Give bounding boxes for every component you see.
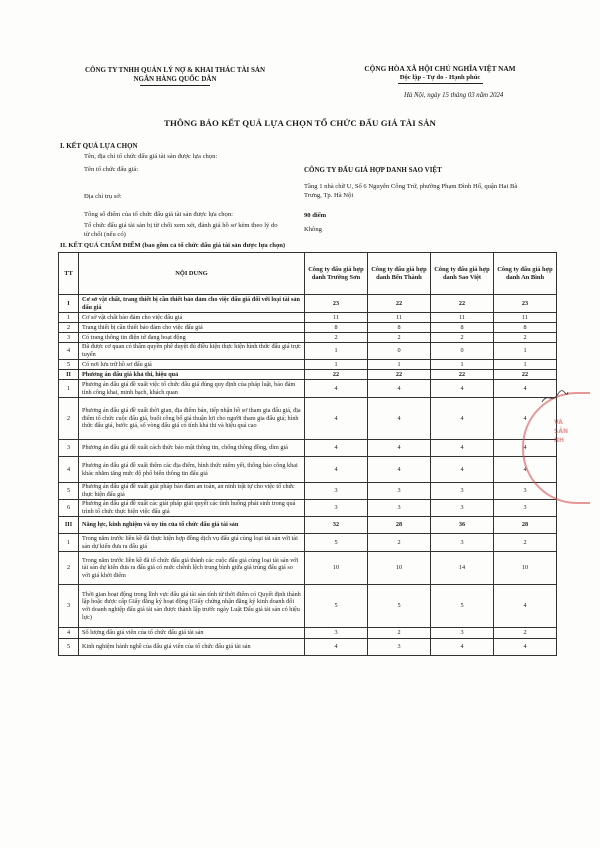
col-header-content: NỘI DUNG — [79, 253, 305, 295]
col-header-an-binh: Công ty đấu giá hợp danh An Bình — [494, 253, 557, 295]
table-row — [59, 639, 557, 656]
score-ben-thanh: 2 — [368, 333, 431, 343]
org-name-value: CÔNG TY ĐẤU GIÁ HỢP DANH SAO VIỆT — [304, 166, 442, 174]
score-truong-son: 5 — [305, 534, 368, 552]
score-table — [58, 252, 557, 656]
national-header — [340, 64, 540, 84]
table-row — [59, 295, 557, 313]
score-ben-thanh: 3 — [368, 639, 431, 656]
row-number: I — [59, 295, 79, 313]
score-sao-viet: 22 — [431, 370, 494, 380]
score-truong-son: 4 — [305, 398, 368, 440]
address-label: Địa chỉ trụ sở: — [84, 193, 122, 200]
score-ben-thanh: 28 — [368, 517, 431, 534]
table-row — [59, 343, 557, 360]
score-sao-viet: 1 — [431, 360, 494, 370]
score-ben-thanh: 2 — [368, 628, 431, 639]
rejected-value: Không — [304, 226, 322, 233]
score-an-binh: 4 — [494, 398, 557, 440]
row-number: 6 — [59, 500, 79, 517]
table-row — [59, 628, 557, 639]
col-header-sao-viet: Công ty đấu giá hợp danh Sao Việt — [431, 253, 494, 295]
score-an-binh: 4 — [494, 639, 557, 656]
header-underline — [140, 85, 210, 86]
score-an-binh: 2 — [494, 333, 557, 343]
score-truong-son: 1 — [305, 343, 368, 360]
score-an-binh: 2 — [494, 534, 557, 552]
score-truong-son: 4 — [305, 639, 368, 656]
national-title: CỘNG HÒA XÃ HỘI CHỦ NGHĨA VIỆT NAM — [364, 64, 516, 73]
table-row — [59, 323, 557, 333]
row-content: Trong năm trước liền kề đã thực hiện hợp đồng dịch vụ đấu giá cùng loại tài sản với tài sản dự kiến đưa ra đấu giá — [79, 534, 305, 552]
table-row — [59, 380, 557, 398]
table-row — [59, 483, 557, 500]
score-ben-thanh: 3 — [368, 483, 431, 500]
score-an-binh: 23 — [494, 295, 557, 313]
row-number: 1 — [59, 380, 79, 398]
score-truong-son: 11 — [305, 313, 368, 323]
seal-fragment-text: VÀ SẢN NH — [554, 419, 568, 444]
row-number: 5 — [59, 639, 79, 656]
issuer-name-line2: NGÂN HÀNG QUỐC DÂN — [133, 75, 217, 83]
row-number: 3 — [59, 333, 79, 343]
row-number: 3 — [59, 440, 79, 457]
table-row — [59, 333, 557, 343]
score-sao-viet: 4 — [431, 639, 494, 656]
score-truong-son: 4 — [305, 380, 368, 398]
score-truong-son: 3 — [305, 483, 368, 500]
row-content: Trang thiết bị cần thiết bảo đảm cho việc đấu giá — [79, 323, 305, 333]
table-row — [59, 360, 557, 370]
row-content: Phương án đấu giá đề xuất thêm các địa điểm, hình thức niêm yết, thông báo công khai khác nhằm tăng mức độ phổ biến thông tin đấu giá — [79, 457, 305, 483]
row-content: Phương án đấu giá đề xuất các giải pháp giải quyết các tình huống phát sinh trong quá trình tổ chức thực hiện việc đấu giá — [79, 500, 305, 517]
score-sao-viet: 3 — [431, 534, 494, 552]
score-truong-son: 32 — [305, 517, 368, 534]
row-content: Có nơi lưu trữ hồ sơ đấu giá — [79, 360, 305, 370]
row-content: Kinh nghiệm hành nghề của đấu giá viên của tổ chức đấu giá tài sản — [79, 639, 305, 656]
row-number: 4 — [59, 628, 79, 639]
row-number: 3 — [59, 585, 79, 628]
score-sao-viet: 3 — [431, 628, 494, 639]
score-an-binh: 8 — [494, 323, 557, 333]
score-an-binh: 4 — [494, 457, 557, 483]
score-an-binh: 4 — [494, 380, 557, 398]
score-truong-son: 3 — [305, 500, 368, 517]
score-sao-viet: 3 — [431, 500, 494, 517]
score-ben-thanh: 4 — [368, 440, 431, 457]
col-header-truong-son: Công ty đấu giá hợp danh Trường Sơn — [305, 253, 368, 295]
row-number: III — [59, 517, 79, 534]
row-number: 1 — [59, 313, 79, 323]
issuer-name-line1: CÔNG TY TNHH QUẢN LÝ NỢ & KHAI THÁC TÀI SẢN — [84, 66, 266, 74]
score-sao-viet: 4 — [431, 380, 494, 398]
row-content: Đã được cơ quan có thẩm quyền phê duyệt đủ điều kiện thực hiện hình thức đấu giá trực tuyến — [79, 343, 305, 360]
row-number: II — [59, 370, 79, 380]
score-truong-son: 5 — [305, 585, 368, 628]
row-number: 5 — [59, 483, 79, 500]
table-row — [59, 457, 557, 483]
score-ben-thanh: 0 — [368, 343, 431, 360]
table-row — [59, 585, 557, 628]
score-truong-son: 10 — [305, 552, 368, 585]
score-label: Tổng số điểm của tổ chức đấu giá tài sản được lựa chọn: — [84, 211, 233, 218]
row-content: Phương án đấu giá đề xuất việc tổ chức đấu giá đúng quy định của pháp luật, bảo đảm tính công khai, minh bạch, khách quan — [79, 380, 305, 398]
score-an-binh: 4 — [494, 585, 557, 628]
score-an-binh: 1 — [494, 360, 557, 370]
score-sao-viet: 5 — [431, 585, 494, 628]
score-value: 90 điểm — [304, 212, 327, 219]
score-sao-viet: 3 — [431, 483, 494, 500]
table-row — [59, 500, 557, 517]
table-row — [59, 534, 557, 552]
table-row — [59, 440, 557, 457]
national-motto: Độc lập - Tự do - Hạnh phúc — [399, 74, 481, 81]
score-ben-thanh: 2 — [368, 534, 431, 552]
row-content: Trong năm trước liền kề đã tổ chức đấu giá thành các cuộc đấu giá cùng loại tài sản với tài sản dự kiến đưa ra đấu giá có mức chênh lệch trung bình giữa giá trúng đấu giá so với giá khởi điểm — [79, 552, 305, 585]
score-ben-thanh: 5 — [368, 585, 431, 628]
row-number: 4 — [59, 343, 79, 360]
score-an-binh: 1 — [494, 343, 557, 360]
score-ben-thanh: 11 — [368, 313, 431, 323]
col-header-ben-thanh: Công ty đấu giá hợp danh Bến Thành — [368, 253, 431, 295]
score-ben-thanh: 22 — [368, 370, 431, 380]
row-number: 5 — [59, 360, 79, 370]
document-date: Hà Nội, ngày 15 tháng 03 năm 2024 — [404, 92, 504, 99]
score-sao-viet: 8 — [431, 323, 494, 333]
score-ben-thanh: 4 — [368, 380, 431, 398]
score-sao-viet: 2 — [431, 333, 494, 343]
row-content: Cơ sở vật chất, trang thiết bị cần thiết bảo đảm cho việc đấu giá đối với loại tài sản đấu giá — [79, 295, 305, 313]
score-ben-thanh: 8 — [368, 323, 431, 333]
score-truong-son: 8 — [305, 323, 368, 333]
col-header-tt: TT — [59, 253, 79, 295]
row-number: 2 — [59, 323, 79, 333]
score-sao-viet: 22 — [431, 295, 494, 313]
row-content: Năng lực, kinh nghiệm và uy tín của tổ chức đấu giá tài sản — [79, 517, 305, 534]
section-2-heading: II. KẾT QUẢ CHẤM ĐIỂM (bao gồm cả tổ chức đấu giá tài sản được lựa chọn) — [60, 242, 286, 249]
score-ben-thanh: 22 — [368, 295, 431, 313]
table-row — [59, 517, 557, 534]
row-content: Phương án đấu giá đề xuất cách thức bảo mật thông tin, chống thông đồng, dìm giá — [79, 440, 305, 457]
row-number: 1 — [59, 534, 79, 552]
score-sao-viet: 4 — [431, 440, 494, 457]
score-an-binh: 3 — [494, 483, 557, 500]
score-an-binh: 3 — [494, 500, 557, 517]
rejected-label: Tổ chức đấu giá tài sản bị từ chối xem xét, đánh giá hồ sơ kèm theo lý do từ chối (nếu có) — [84, 222, 278, 238]
score-truong-son: 3 — [305, 628, 368, 639]
score-truong-son: 2 — [305, 333, 368, 343]
score-truong-son: 22 — [305, 370, 368, 380]
score-sao-viet: 4 — [431, 398, 494, 440]
row-content: Phương án đấu giá khả thi, hiệu quả — [79, 370, 305, 380]
row-content: Có trang thông tin điện tử đang hoạt động — [79, 333, 305, 343]
address-value: Tầng 1 nhà chữ U, Số 6 Nguyễn Công Trứ, phường Phạm Đình Hổ, quận Hai Bà Trưng, Tp. Hà Nội — [304, 183, 518, 199]
org-name-label: Tên tổ chức đấu giá: — [84, 166, 139, 173]
signature-mark — [540, 388, 570, 406]
score-ben-thanh: 4 — [368, 457, 431, 483]
score-truong-son: 1 — [305, 360, 368, 370]
score-ben-thanh: 10 — [368, 552, 431, 585]
score-an-binh: 10 — [494, 552, 557, 585]
score-an-binh: 4 — [494, 440, 557, 457]
score-ben-thanh: 1 — [368, 360, 431, 370]
score-truong-son: 4 — [305, 440, 368, 457]
score-an-binh: 11 — [494, 313, 557, 323]
table-row — [59, 313, 557, 323]
row-content: Cơ sở vật chất bảo đảm cho việc đấu giá — [79, 313, 305, 323]
score-truong-son: 23 — [305, 295, 368, 313]
section-1-heading: I. KẾT QUẢ LỰA CHỌN — [60, 142, 138, 150]
issuer-header — [70, 66, 280, 86]
score-ben-thanh: 3 — [368, 500, 431, 517]
table-row — [59, 370, 557, 380]
row-content: Phương án đấu giá đề xuất thời gian, địa điểm bán, tiếp nhận hồ sơ tham gia đấu giá, địa điểm tổ chức cuộc đấu giá, buổi công bố giá thuận lợi cho người tham gia đấu giá; hình thức đấu giá, bước giá, số vòng đấu giá có tính khả thi và hiệu quả cao — [79, 398, 305, 440]
score-sao-viet: 36 — [431, 517, 494, 534]
score-truong-son: 4 — [305, 457, 368, 483]
table-header-row — [59, 253, 557, 295]
row-number: 2 — [59, 552, 79, 585]
score-an-binh: 22 — [494, 370, 557, 380]
table-row — [59, 552, 557, 585]
score-an-binh: 2 — [494, 628, 557, 639]
row-content: Phương án đấu giá đề xuất giải pháp bảo đảm an toàn, an ninh trật tự cho việc tổ chức thực hiện đấu giá — [79, 483, 305, 500]
row-number: 4 — [59, 457, 79, 483]
score-ben-thanh: 4 — [368, 398, 431, 440]
table-row — [59, 398, 557, 440]
row-number: 2 — [59, 398, 79, 440]
score-sao-viet: 11 — [431, 313, 494, 323]
score-sao-viet: 14 — [431, 552, 494, 585]
score-sao-viet: 4 — [431, 457, 494, 483]
row-content: Thời gian hoạt động trong lĩnh vực đấu giá tài sản tính từ thời điểm có Quyết định thành lập hoặc được cấp Giấy đăng ký hoạt động (Giấy chứng nhận đăng ký kinh doanh đối với doanh nghiệp đấu giá tài sản được thành lập trước ngày Luật Đấu giá tài sản có hiệu lực) — [79, 585, 305, 628]
score-an-binh: 28 — [494, 517, 557, 534]
motto-underline — [398, 83, 483, 84]
document-title: THÔNG BÁO KẾT QUẢ LỰA CHỌN TỔ CHỨC ĐẤU GIÁ TÀI SẢN — [164, 118, 436, 128]
intro-line: Tên, địa chỉ tổ chức đấu giá tài sản được lựa chọn: — [84, 153, 218, 160]
score-sao-viet: 0 — [431, 343, 494, 360]
row-content: Số lượng đấu giá viên của tổ chức đấu giá tài sản — [79, 628, 305, 639]
